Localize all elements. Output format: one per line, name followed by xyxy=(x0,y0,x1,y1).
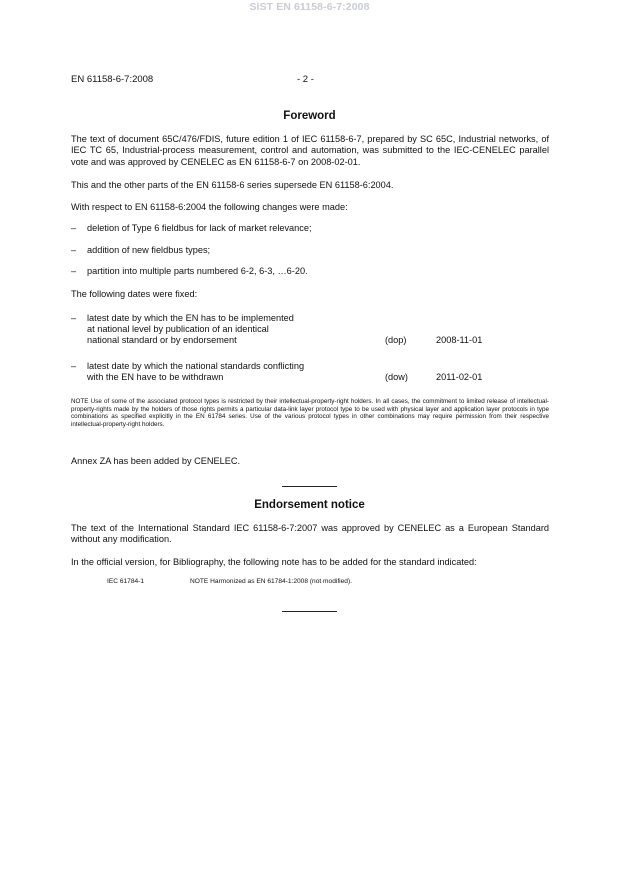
date-entry-text: national standard or by endorsement xyxy=(87,335,237,345)
endorsement-paragraph-2: In the official version, for Bibliography, the following note has to be added for the standard indicated: xyxy=(71,557,477,567)
date-code: (dop) xyxy=(385,335,407,345)
bibliography-reference: IEC 61784-1 xyxy=(107,578,145,585)
list-item-text: partition into multiple parts numbered 6-2, 6-3, …6-20. xyxy=(87,266,308,276)
foreword-paragraph-1: The text of document 65C/476/FDIS, future edition 1 of IEC 61158-6-7, prepared by SC 65C, Industrial networks, of IEC TC 65, Industrial-process measurement, control and automation, was submitted to the IEC-CENELEC parallel vote and was approved by CENELEC as EN 61158-6-7 on 2008-02-01. xyxy=(71,134,549,167)
document-id: EN 61158-6-7:2008 xyxy=(71,74,154,85)
list-item-text: addition of new fieldbus types; xyxy=(87,245,211,255)
date-code: (dow) xyxy=(385,372,408,382)
dash-marker: – xyxy=(71,266,77,276)
endorsement-paragraph-1: The text of the International Standard IEC 61158-6-7:2007 was approved by CENELEC as a European Standard without any modification. xyxy=(71,523,549,545)
date-entry-text: latest date by which the national standards conflicting xyxy=(87,361,305,371)
section-divider xyxy=(282,486,337,487)
section-divider xyxy=(282,611,337,612)
date-value: 2011-02-01 xyxy=(436,372,483,382)
watermark: SIST EN 61158-6-7:2008 xyxy=(249,1,370,13)
date-entry-text: with the EN have to be withdrawn xyxy=(87,372,224,382)
dash-marker: – xyxy=(71,245,77,255)
bibliography-note: NOTE Harmonized as EN 61784-1:2008 (not modified). xyxy=(190,578,352,585)
page-number: - 2 - xyxy=(297,74,314,85)
annex-statement: Annex ZA has been added by CENELEC. xyxy=(71,456,241,466)
foreword-paragraph-4: The following dates were fixed: xyxy=(71,289,198,299)
date-entry-text: at national level by publication of an identical xyxy=(87,324,269,334)
dash-marker: – xyxy=(71,313,77,323)
date-value: 2008-11-01 xyxy=(436,335,483,345)
dash-marker: – xyxy=(71,361,77,371)
list-item-text: deletion of Type 6 fieldbus for lack of market relevance; xyxy=(87,223,312,233)
date-entry-text: latest date by which the EN has to be implemented xyxy=(87,313,294,323)
ipr-note: NOTE Use of some of the associated protocol types is restricted by their intellectual-property-right holders. In all cases, the commitment to limited release of intellectual-property-rights made by the holders of those rights permits a particular data-link layer protocol type to be used with physical layer and application layer protocols in type combinations as specified explicitly in the EN 61784 series. Use of the various protocol types in other combinations may require permission from their respective intellectual-property-right holders. xyxy=(71,398,549,428)
foreword-paragraph-3: With respect to EN 61158-6:2004 the following changes were made: xyxy=(71,202,348,212)
endorsement-title: Endorsement notice xyxy=(254,499,365,511)
foreword-paragraph-2: This and the other parts of the EN 61158-6 series supersede EN 61158-6:2004. xyxy=(71,180,394,190)
dash-marker: – xyxy=(71,223,77,233)
foreword-title: Foreword xyxy=(283,110,336,122)
